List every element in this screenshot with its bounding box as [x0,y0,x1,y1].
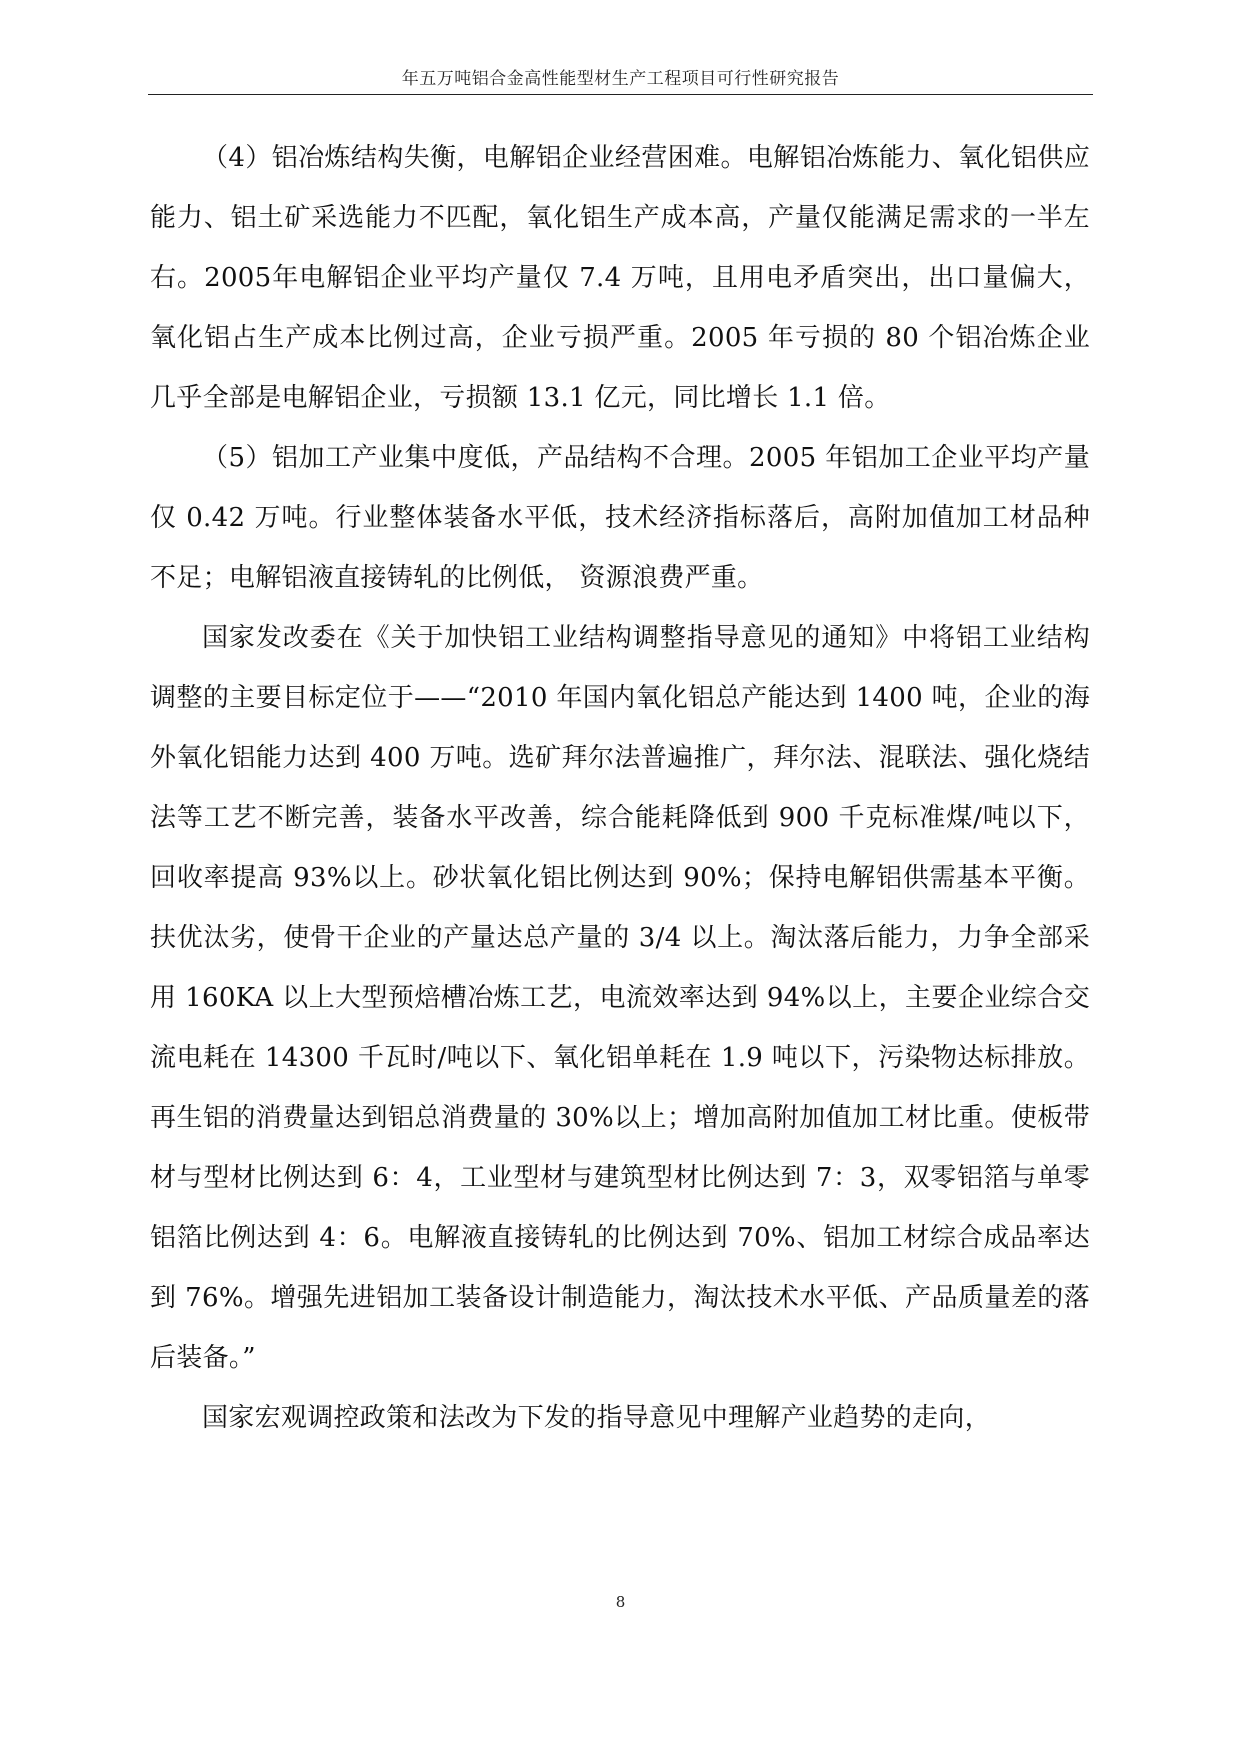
page-body [150,128,1090,1568]
page-header [148,64,1093,95]
paragraph-macro-policy: 国家宏观调控政策和法改为下发的指导意见中理解产业趋势的走向， [202,1403,992,1433]
document-title: 年五万吨铝合金高性能型材生产工程项目可行性研究报告 [401,69,840,89]
paragraph-ndrc-targets: 国家发改委在《关于加快铝工业结构调整指导意见的通知》中将铝工业结构调整的主要目标定位于——“2010 年国内氧化铝总产能达到 1400 吨，企业的海外氧化铝能力达到 400 万吨。选矿拜尔法普遍推广，拜尔法、混联法、强化烧结法等工艺不断完善，装备水平改善，综合能耗降低到 900 千克标准煤/吨以下，回收率提高 93%以上。砂状氧化铝比例达到 90%；保持电解铝供需基本平衡。扶优汰劣，使骨干企业的产量达总产量的 3/4 以上。淘汰落后能力，力争全部采用 160KA 以上大型预焙槽冶炼工艺，电流效率达到 94%以上，主要企业综合交流电耗在 14300 千瓦时/吨以下、氧化铝单耗在 1.9 吨以下，污染物达标排放。再生铝的消费量达到铝总消费量的 30%以上；增加高附加值加工材比重。使板带材与型材比例达到 6：4，工业型材与建筑型材比例达到 7：3，双零铝箔与单零铝箔比例达到 4：6。电解液直接铸轧的比例达到 70%、铝加工材综合成品率达到 76%。增强先进铝加工装备设计制造能力，淘汰技术水平低、产品质量差的落后装备。” [150,623,1090,1373]
paragraph-smelting-structure: （4）铝冶炼结构失衡，电解铝企业经营困难。电解铝冶炼能力、氧化铝供应能力、铝土矿采选能力不匹配，氧化铝生产成本高，产量仅能满足需求的一半左右。2005年电解铝企业平均产量仅 7.4 万吨，且用电矛盾突出，出口量偏大，氧化铝占生产成本比例过高，企业亏损严重。2005 年亏损的 80 个铝冶炼企业几乎全部是电解铝企业，亏损额 13.1 亿元，同比增长 1.1 倍。 [150,143,1090,413]
paragraph-processing-industry: （5）铝加工产业集中度低，产品结构不合理。2005 年铝加工企业平均产量仅 0.42 万吨。行业整体装备水平低，技术经济指标落后，高附加值加工材品种不足；电解铝液直接铸轧的比例低， 资源浪费严重。 [150,443,1090,593]
page-number: 8 [615,1593,626,1611]
